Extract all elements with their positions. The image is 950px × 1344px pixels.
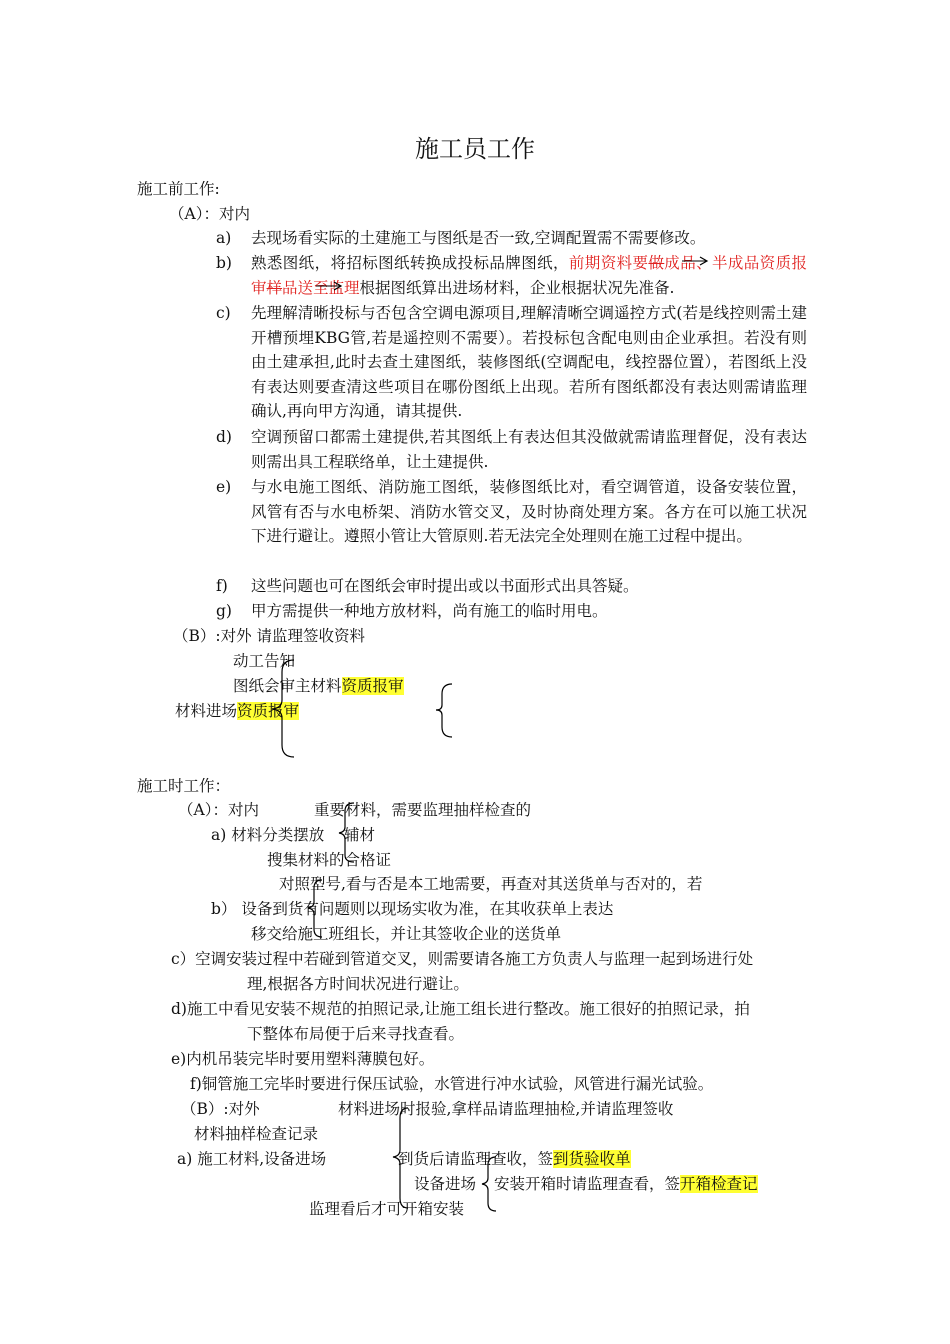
list-marker-d: d) [216,428,232,446]
during-external-item-a: a) 施工材料,设备进场 [177,1150,327,1168]
list-marker-a: a) [216,229,232,247]
item-b-red-strike-2: 样 [266,278,283,297]
list-item-b [251,251,807,300]
material-entry-text: 材料进场 [175,702,238,720]
during-auxiliary-materials: 辅材 [344,826,376,844]
during-unboxing-check [494,1174,758,1194]
subsection-heading-internal: （A）：对内 [169,205,250,223]
list-marker-b: b) [216,254,232,272]
list-item-d: 空调预留口都需土建提供,若其图纸上有表达但其没做就需请监理督促，没有表达则需出具工程联络单，让土建提供. [251,428,807,471]
highlight-arrival-receipt: 到货验收单 [553,1150,631,1168]
during-external-heading: （B）:对外 [181,1100,260,1118]
during-item-d-line2: 下整体布局便于后来寻找查看。 [247,1025,465,1043]
item-b-red-strike-1: 做 [648,254,665,272]
highlight-qualification-review-1: 资质报审 [341,677,404,695]
item-b-text: 熟悉图纸，将招标图纸转换成投标品牌图纸， [251,254,569,272]
list-marker-g: g) [216,602,232,620]
during-item-d-line1: d)施工中看见安装不规范的拍照记录,让施工组长进行整改。施工很好的拍照记录，拍 [171,1000,750,1018]
brace-before-right [436,684,452,737]
during-item-e: e)内机吊装完毕时要用塑料薄膜包好。 [171,1050,435,1068]
list-item-a: 去现场看实际的土建施工与图纸是否一致,空调配置需不需要修改。 [251,229,706,247]
list-item-c: 先理解清晰投标与否包含空调电源项目,理解清晰空调遥控方式(若是线控则需土建开槽预埋KBG管,若是遥控则不需要）。若投标包含配电则由企业承担。若没有则由土建承担,此时去查土建图纸，装修图纸(空调配电，线控器位置），若图纸上没有表达则要查清这些项目在哪份图纸上出现。若所有图纸都没有表达则需请监理确认,再向甲方沟通，请其提供. [251,304,807,421]
list-item-e: 与水电施工图纸、消防施工图纸，装修图纸比对，看空调管道，设备安装位置，风管有否与水电桥架、消防水管交叉，及时协商处理方案。各方在可以施工状况下进行避让。遵照小管让大管原则.若无法完全处理则在施工过程中提出。 [251,478,807,546]
arrival-check-text: 到货后请监理查收，签 [398,1150,554,1168]
item-b-red-2: 成品、半成品资质报审 [251,254,807,297]
during-important-materials: 重要材料，需要监理抽样检查的 [314,801,532,819]
during-item-f: f)铜管施工完毕时要进行保压试验，水管进行冲水试验，风管进行漏光试验。 [190,1075,714,1093]
item-b-text-2: 根据图纸算出进场材料，企业根据状况先准备. [359,278,675,297]
during-check-model: 对照型号,看与否是本工地需要，再查对其送货单与否对的，若 [279,875,703,893]
list-marker-e: e) [216,478,232,496]
drawing-review-text: 图纸会审主材料 [233,677,342,695]
subsection-heading-external: （B）:对外 请监理签收资料 [173,627,366,645]
item-b-red-3: 品送至监理 [282,278,360,297]
section-heading-before: 施工前工作: [137,180,220,198]
highlight-qualification-review-2: 资质报审 [237,702,300,720]
during-equipment-entry: 设备进场 [414,1175,477,1193]
unboxing-check-text: 安装开箱时请监理查看，签 [494,1175,681,1193]
section-heading-during: 施工时工作： [137,777,231,795]
page-title: 施工员工作 [415,135,535,163]
list-marker-f: f) [216,577,228,595]
list-item-g: 甲方需提供一种地方放材料，尚有施工的临时用电。 [251,602,608,620]
external-item-material-entry [175,701,299,721]
item-b-red-1: 前期资料要 [568,254,649,272]
during-handover: 移交给施工班组长，并让其签收企业的送货单 [251,925,562,943]
during-open-after-inspection: 监理看后才可开箱安装 [309,1200,465,1218]
during-collect-certificates: 搜集材料的合格证 [267,851,392,869]
list-item-f: 这些问题也可在图纸会审时提出或以书面形式出具答疑。 [251,577,639,595]
during-material-inspection: 材料进场时报验,拿样品请监理抽检,并请监理签收 [338,1100,674,1118]
during-item-b: b） 设备到货有问题则以现场实收为准，在其收获单上表达 [211,900,614,918]
external-item-start-notice: 动工告知 [233,652,296,670]
during-arrival-check [398,1149,631,1169]
list-marker-c: c) [216,304,231,322]
during-item-c-line2: 理,根据各方时间状况进行避让。 [247,975,469,993]
external-item-drawing-review [233,676,404,696]
during-item-c-line1: c）空调安装过程中若碰到管道交叉，则需要请各施工方负责人与监理一起到场进行处 [171,950,754,968]
during-sampling-record: 材料抽样检查记录 [194,1125,319,1143]
during-internal-heading: （A）：对内 [178,801,259,819]
highlight-unboxing-record: 开箱检查记 [680,1175,758,1193]
during-item-a: a) 材料分类摆放 [211,826,325,844]
